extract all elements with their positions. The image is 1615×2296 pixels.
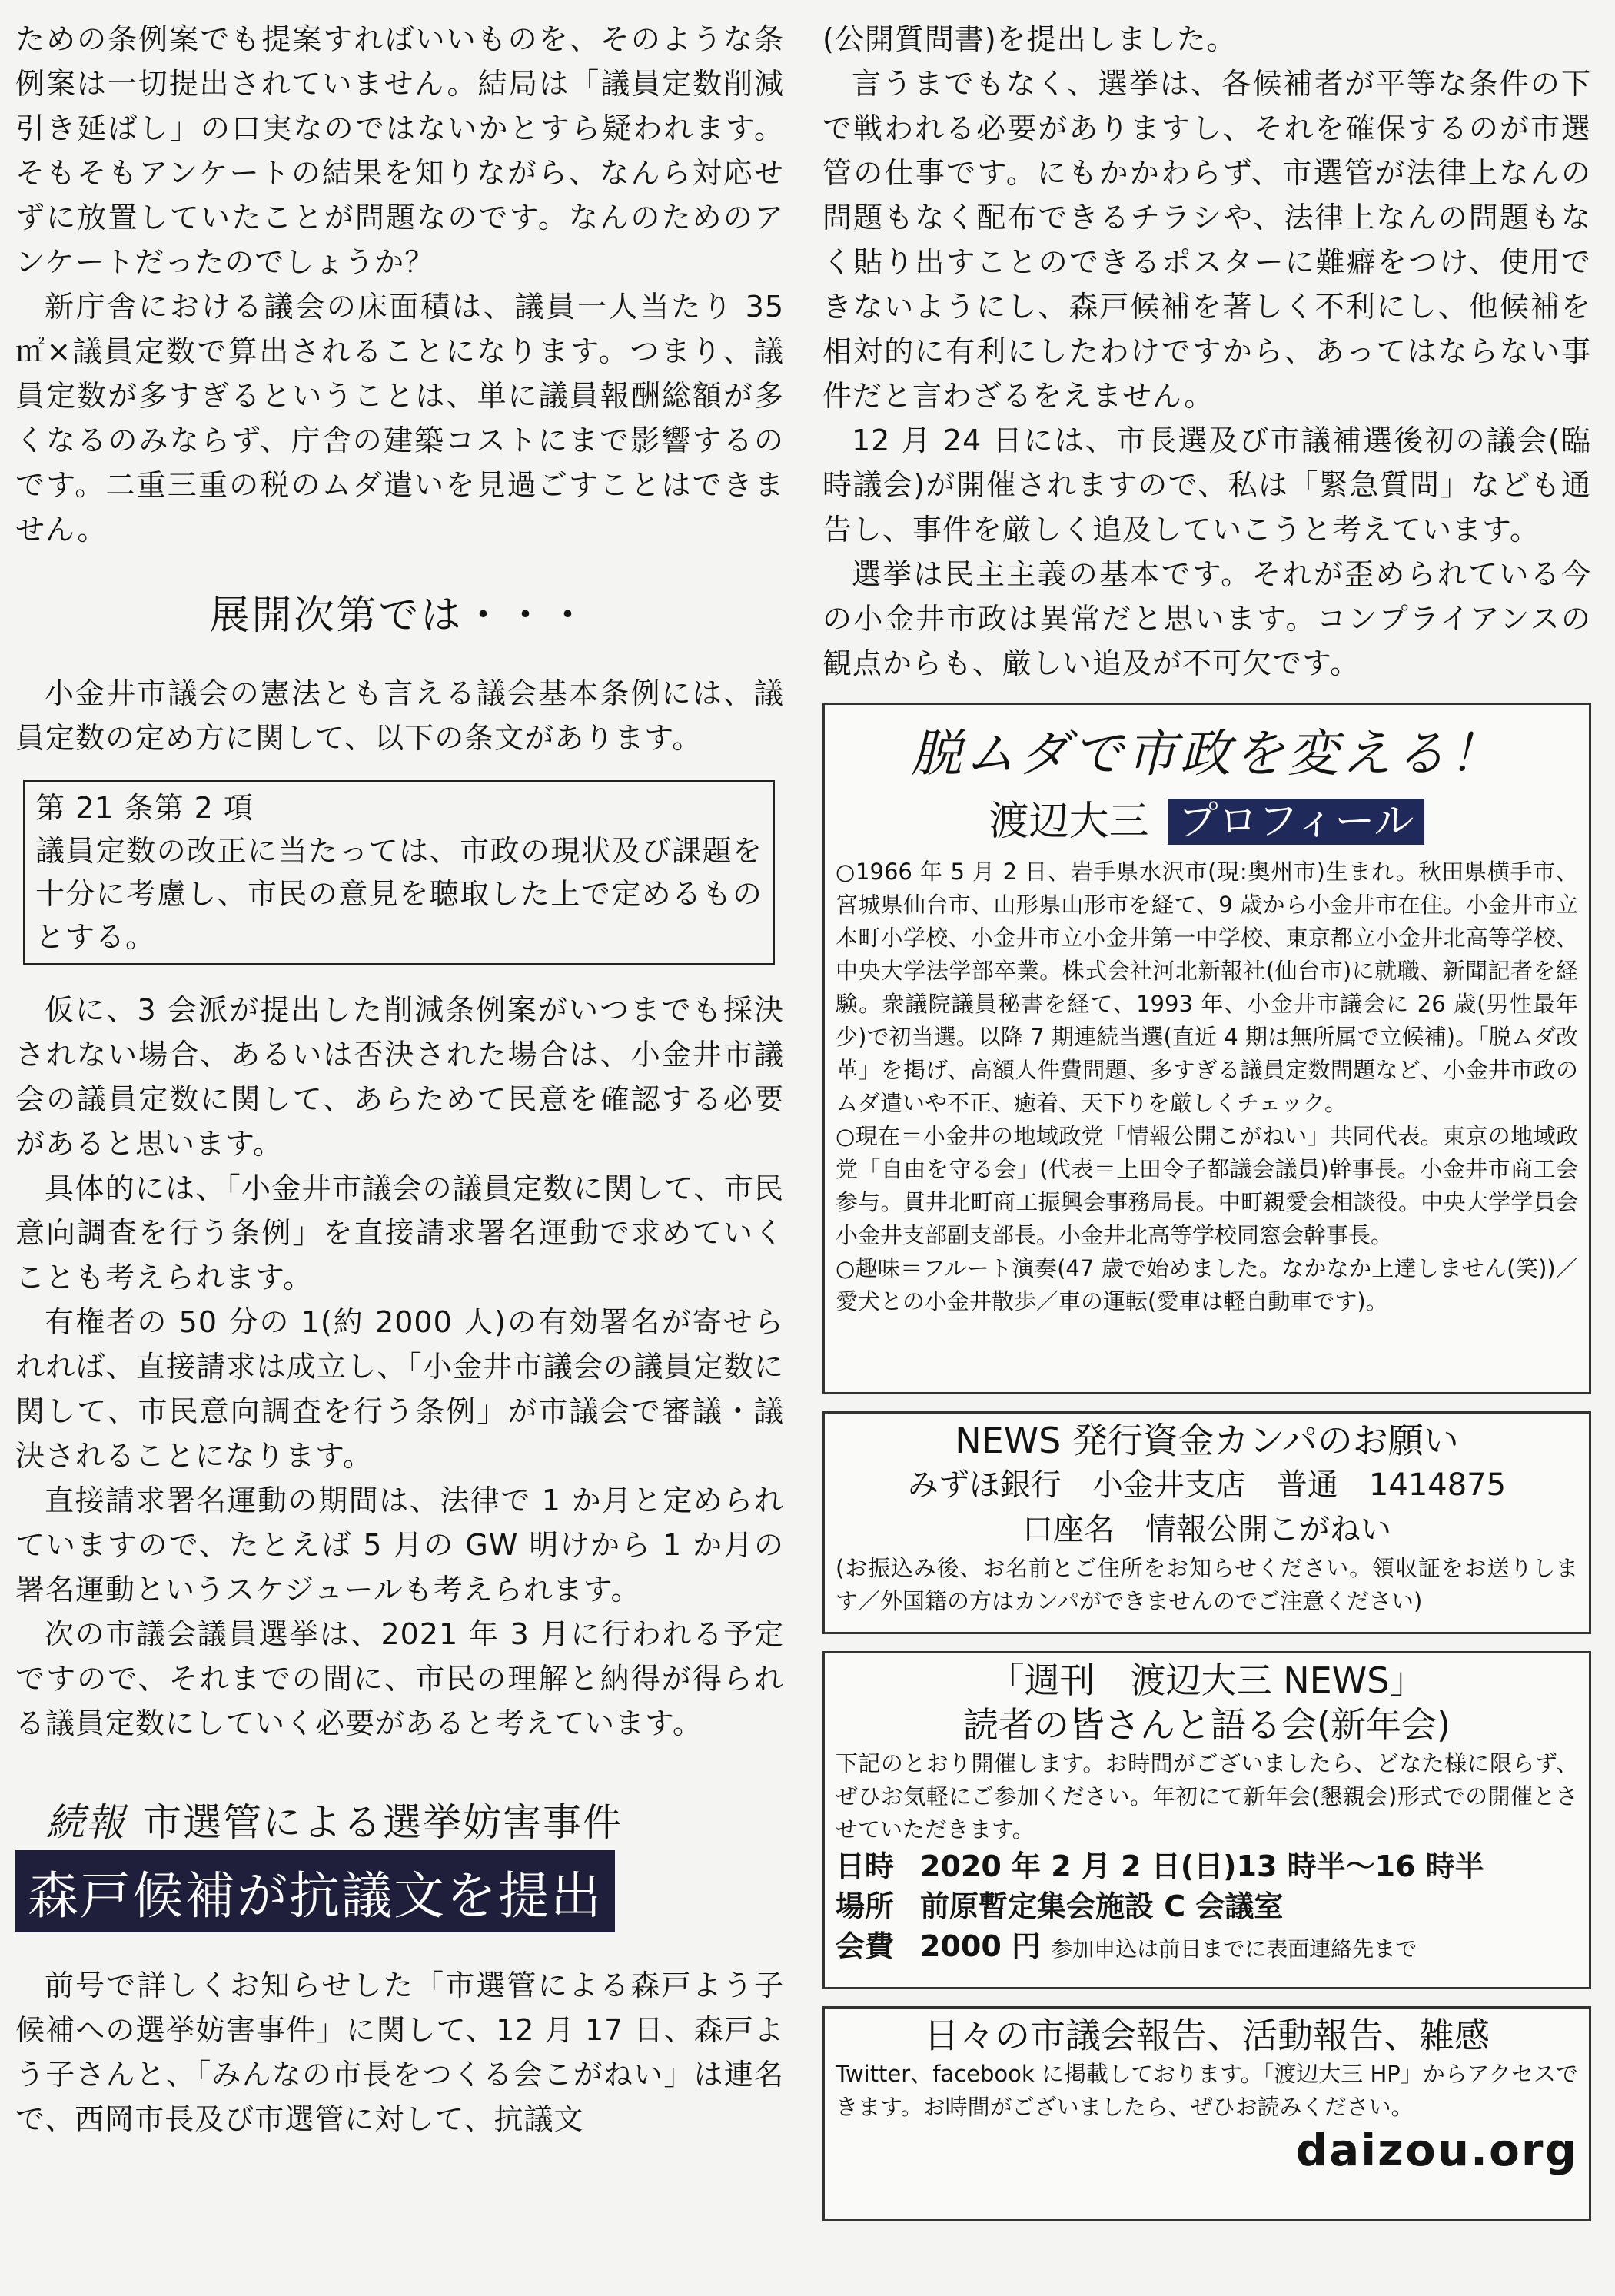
follow-up-title: 市選管による選挙妨害事件 [143,1800,623,1845]
profile-tag: プロフィール [1168,799,1425,845]
report-body: Twitter、facebook に掲載しております。「渡辺大三 HP」からアクセスできます。お時間がございましたら、ぜひお読みください。 [836,2061,1578,2120]
section-heading: 展開次第では・・・ [209,593,590,639]
article-intro: 小金井市議会の憲法とも言える議会基本条例には、議員定数の定め方に関して、以下の条文があります。 [15,676,784,755]
intro-paragraph-2: 新庁舎における議会の床面積は、議員一人当たり 35 ㎡×議員定数で算出されることになります。つまり、議員定数が多すぎるということは、単に議員報酬総額が多くなるのみならず、庁舎の建築コストにまで影響するのです。二重三重の税のムダ遣いを見過ごすことはできません。 [15,290,784,547]
event-place: 前原暫定集会施設 C 会議室 [920,1889,1284,1923]
profile-name: 渡辺大三 [989,799,1149,845]
event-fee: 2000 円 [920,1929,1041,1963]
profile-slogan: 脱ムダで市政を変える！ [911,724,1503,783]
body-paragraph-2: 具体的には、「小金井市議会の議員定数に関して、市民意向調査を行う条例」を直接請求署名運動で求めていくことも考えられます。 [15,1171,784,1294]
event-date: 2020 年 2 月 2 日(日)13 時半～16 時半 [920,1849,1484,1883]
event-place-row [836,1886,1578,1926]
right-column [822,0,1591,2221]
body-paragraph-3: 有権者の 50 分の 1(約 2000 人)の有効署名が寄せられれば、直接請求は成立し、「小金井市議会の議員定数に関して、市民意向調査を行う条例」が市議会で審議・議決されることになります。 [15,1305,784,1473]
profile-box [822,703,1591,1394]
donation-box [822,1411,1591,1634]
intro-paragraph-1: ための条例案でも提案すればいいものを、そのような条例案は一切提出されていません。結局は「議員定数削減引き延ばし」の口実なのではないかとすら疑われます。そもそもアンケートの結果を知りながら、なんら対応せずに放置していたことが問題なのです。なんのためのアンケートだったのでしょうか？ [15,22,784,279]
report-title: 日々の市議会報告、活動報告、雑感 [924,2015,1490,2056]
event-fee-row [836,1926,1578,1969]
profile-hobby: ○趣味＝フルート演奏(47 歳で始めました。なかなか上達しません(笑))／愛犬との小金井散歩／車の運転(愛車は軽自動車です)。 [836,1255,1578,1314]
donation-note: (お振込み後、お名前とご住所をお知らせください。領収証をお送りします／外国籍の方はカンパができませんのでご注意ください) [836,1555,1578,1614]
donation-account: 口座名 情報公開こがねい [1022,1512,1391,1547]
profile-current: ○現在＝小金井の地域政党「情報公開こがねい」共同代表。東京の地域政党「自由を守る会」(代表＝上田令子都議会議員)幹事長。小金井市商工会参与。貫井北町商工振興会事務局長。中町親愛会相談役。中央大学学員会小金井支部副支部長。小金井北高等学校同窓会幹事長。 [836,1123,1578,1248]
event-description: 下記のとおり開催します。お時間がございましたら、どなた様に限らず、ぜひお気軽にご参加ください。年初にて新年会(懇親会)形式での開催とさせていただきます。 [836,1750,1578,1842]
follow-up-heading [46,1792,784,1847]
follow-up-label: 続報 [46,1800,126,1845]
event-fee-label: 会費 [836,1929,895,1963]
donation-title: NEWS 発行資金カンパのお願い [955,1420,1459,1461]
donation-bank: みずほ銀行 小金井支店 普通 1414875 [907,1467,1507,1503]
right-paragraph-3: 12 月 24 日には、市長選及び市議補選後初の議会(臨時議会)が開催されますので、私は「緊急質問」なども通告し、事件を厳しく追及していこうと考えています。 [822,424,1591,547]
headline-banner: 森戸候補が抗議文を提出 [15,1850,615,1932]
event-title-1: 「週刊 渡辺大三 NEWS」 [989,1660,1425,1701]
article-quote-box [23,780,775,965]
left-column [15,0,784,2141]
article-body: 議員定数の改正に当たっては、市政の現状及び課題を十分に考慮し、市民の意見を聴取した上で定めるものとする。 [35,834,763,954]
website-link[interactable]: daizou.org [1295,2124,1578,2176]
body-paragraph-4: 直接請求署名運動の期間は、法律で 1 か月と定められていますので、たとえば 5 月の GW 明けから 1 か月の署名運動というスケジュールも考えられます。 [15,1484,784,1607]
event-box [822,1651,1591,1989]
body-paragraph-1: 仮に、3 会派が提出した削減条例案がいつまでも採決されない場合、あるいは否決された場合は、小金井市議会の議員定数に関して、あらためて民意を確認する必要があると思います。 [15,993,784,1161]
article-title: 第 21 条第 2 項 [35,791,254,825]
event-place-label: 場所 [836,1889,895,1923]
body-paragraph-5: 次の市議会議員選挙は、2021 年 3 月に行われる予定ですので、それまでの間に、市民の理解と納得が得られる議員定数にしていく必要があると考えています。 [15,1617,784,1740]
right-paragraph-1: (公開質問書)を提出しました。 [822,22,1237,56]
event-fee-note: 参加申込は前日までに表面連絡先まで [1051,1936,1417,1962]
event-date-row [836,1846,1578,1886]
report-box [822,2006,1591,2221]
profile-name-row [836,789,1578,846]
follow-up-paragraph: 前号で詳しくお知らせした「市選管による森戸よう子候補への選挙妨害事件」に関して、12 月 17 日、森戸よう子さんと、「みんなの市長をつくる会こがねい」は連名で、西岡市長及び市選管に対して、抗議文 [15,1969,784,2136]
profile-bio: ○1966 年 5 月 2 日、岩手県水沢市(現:奥州市)生まれ。秋田県横手市、宮城県仙台市、山形県山形市を経て、9 歳から小金井市在住。小金井市立本町小学校、小金井市立小金井第一中学校、東京都立小金井北高等学校、中央大学法学部卒業。株式会社河北新報社(仙台市)に就職、新聞記者を経験。衆議院議員秘書を経て、1993 年、小金井市議会に 26 歳(男性最年少)で初当選。以降 7 期連続当選(直近 4 期は無所属で立候補)。「脱ムダ改革」を掲げ、高額人件費問題、多すぎる議員定数問題など、小金井市政のムダ遣いや不正、癒着、天下りを厳しくチェック。 [836,859,1578,1116]
event-date-label: 日時 [836,1849,895,1883]
event-title-2: 読者の皆さんと語る会(新年会) [963,1704,1451,1746]
right-paragraph-4: 選挙は民主主義の基本です。それが歪められている今の小金井市政は異常だと思います。コンプライアンスの観点からも、厳しい追及が不可欠です。 [822,557,1591,680]
right-paragraph-2: 言うまでもなく、選挙は、各候補者が平等な条件の下で戦われる必要がありますし、それを確保するのが市選管の仕事です。にもかかわらず、市選管が法律上なんの問題もなく配布できるチラシや、法律上なんの問題もなく貼り出すことのできるポスターに難癖をつけ、使用できないようにし、森戸候補を著しく不利にし、他候補を相対的に有利にしたわけですから、あってはならない事件だと言わざるをえません。 [822,67,1591,413]
